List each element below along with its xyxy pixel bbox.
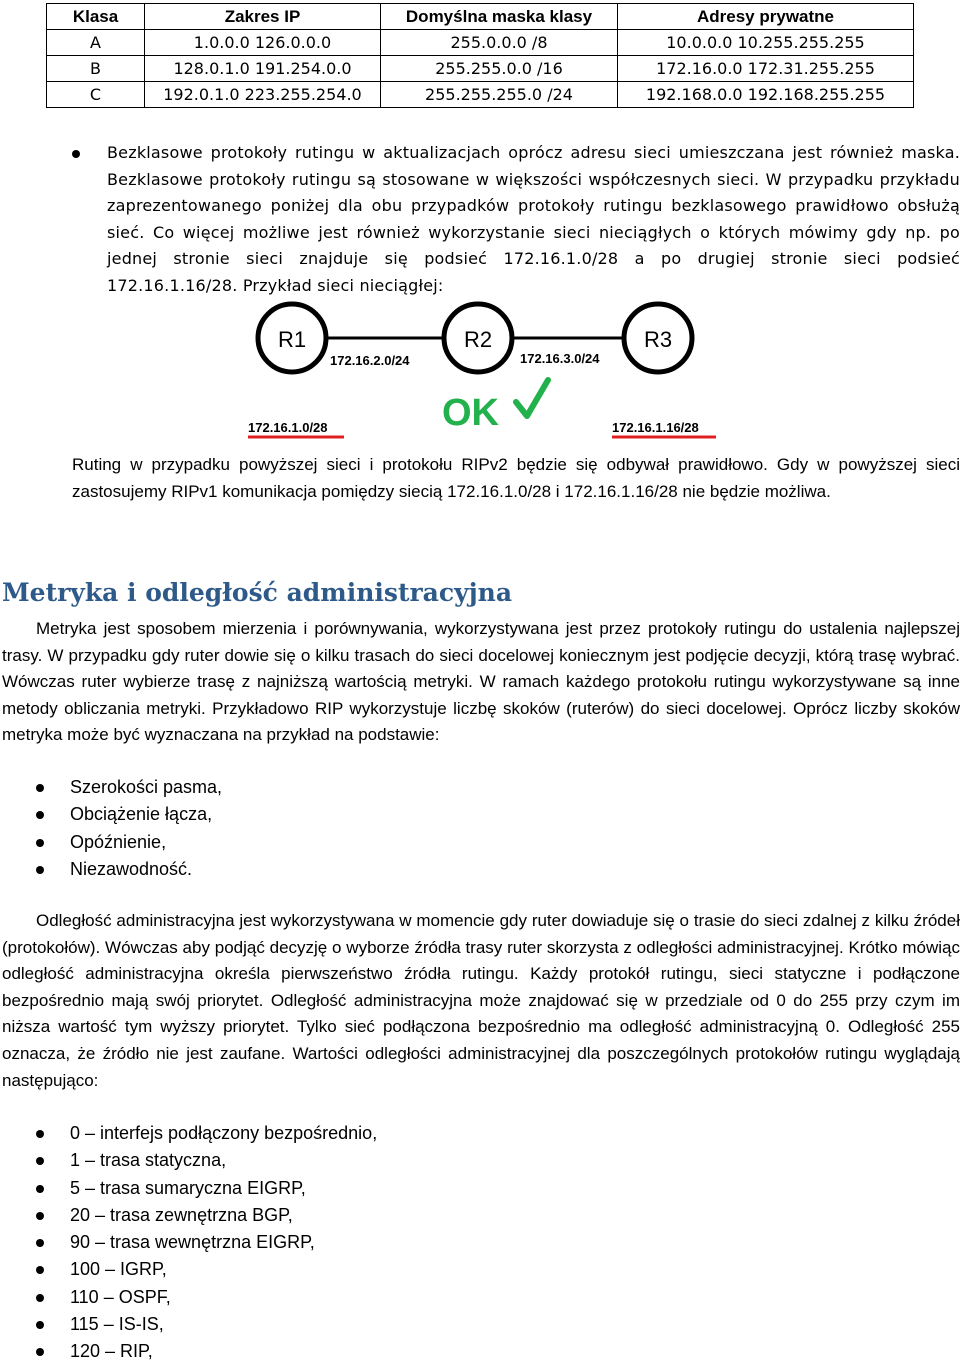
bullet-dot <box>36 1212 44 1220</box>
list-item-text: 115 – IS-IS, <box>70 1314 164 1335</box>
list-item-text: 110 – OSPF, <box>70 1286 171 1307</box>
admin-distance-list <box>0 1120 377 1366</box>
metric-bases-list <box>0 774 222 883</box>
cell-range: 192.0.1.0 223.255.254.0 <box>145 82 381 108</box>
list-item-text: Opóźnienie, <box>70 831 167 852</box>
list-item <box>0 1120 377 1147</box>
cell-private: 10.0.0.0 10.255.255.255 <box>618 30 914 56</box>
cell-mask: 255.0.0.0 /8 <box>381 30 618 56</box>
bullet-dot <box>36 784 44 792</box>
bullet-dot <box>36 1239 44 1247</box>
bullet-dot <box>36 1130 44 1138</box>
bullet-dot <box>36 866 44 874</box>
header-maska: Domyślna maska klasy <box>381 4 618 30</box>
list-item <box>0 829 222 856</box>
list-item-text: 1 – trasa statyczna, <box>70 1150 227 1171</box>
list-item <box>0 774 222 801</box>
cell-range: 128.0.1.0 191.254.0.0 <box>145 56 381 82</box>
cell-private: 192.168.0.0 192.168.255.255 <box>618 82 914 108</box>
bullet-dot <box>36 1348 44 1356</box>
cell-private: 172.16.0.0 172.31.255.255 <box>618 56 914 82</box>
link-label-left: 172.16.2.0/24 <box>330 353 410 368</box>
list-item <box>0 1311 377 1338</box>
list-item <box>0 1202 377 1229</box>
network-diagram <box>230 298 730 443</box>
list-item <box>0 1175 377 1202</box>
net-label-right: 172.16.1.16/28 <box>612 420 699 435</box>
list-item <box>0 1256 377 1283</box>
header-klasa: Klasa <box>47 4 145 30</box>
router-label: R2 <box>463 327 493 352</box>
table-row <box>47 56 914 82</box>
list-item-text: 5 – trasa sumaryczna EIGRP, <box>70 1177 306 1198</box>
cell-class: B <box>47 56 145 82</box>
bullet-dot <box>36 1294 44 1302</box>
list-item-text: 20 – trasa zewnętrzna BGP, <box>70 1204 293 1225</box>
cell-mask: 255.255.255.0 /24 <box>381 82 618 108</box>
metric-paragraph: Metryka jest sposobem mierzenia i porównywania, wykorzystywana jest przez protokoły rutingu do ustalenia najlepszej trasy. W przypadku gdy ruter dowie się o kilku trasach do sieci docelowej koniecznym jest podjęcie decyzji, którą trasę wybrać. Wówczas ruter wybierze trasę z najniższą wartością metryki. W ramach każdego protokołu rutingu wykorzystywane są inne metody obliczania metryki. Przykładowo RIP wykorzystuje liczbę skoków (ruterów) do sieci docelowej. Oprócz liczby skoków metryka może być wyznaczana na przykład na podstawie: <box>2 619 960 745</box>
list-item <box>0 1147 377 1174</box>
list-item-text: Niezawodność. <box>70 858 193 879</box>
list-item-text: Obciążenie łącza, <box>70 804 213 825</box>
cell-range: 1.0.0.0 126.0.0.0 <box>145 30 381 56</box>
list-item-text: Szerokości pasma, <box>70 777 223 797</box>
status-ok-label: OK <box>442 392 499 434</box>
router-label: R1 <box>277 327 307 352</box>
table-row <box>47 30 914 56</box>
router-label: R3 <box>643 327 673 352</box>
bullet-dot <box>72 150 80 158</box>
link-label-right: 172.16.3.0/24 <box>520 351 600 366</box>
section-heading: Metryka i odległość administracyjna <box>2 578 513 607</box>
bullet-dot <box>36 839 44 847</box>
net-label-left: 172.16.1.0/28 <box>248 420 328 435</box>
list-item <box>0 1338 377 1365</box>
list-item <box>0 856 222 883</box>
cell-class: C <box>47 82 145 108</box>
table-row <box>47 82 914 108</box>
list-item <box>0 1229 377 1256</box>
intro-paragraph: Bezklasowe protokoły rutingu w aktualizacjach oprócz adresu sieci umieszczana jest również maska. Bezklasowe protokoły rutingu są stosowane w większości współczesnych sieci. W przypadku przykładu zaprezentowanego poniżej dla obu przypadków protokoły rutingu bezklasowego prawidłowo obsłużą sieć. Co więcej możliwe jest również wykorzystanie sieci nieciągłych o których mówimy gdy np. po jednej stronie sieci znajduje się podsieć 172.16.1.0/28 a po drugiej stronie sieci podsieć 172.16.1.16/28. Przykład sieci nieciągłej: <box>107 143 960 295</box>
ip-class-table <box>46 3 914 108</box>
list-item-text: 120 – RIP, <box>70 1341 153 1362</box>
list-item-text: 0 – interfejs podłączony bezpośrednio, <box>70 1123 378 1143</box>
table-header-row <box>47 4 914 30</box>
routing-paragraph: Ruting w przypadku powyższej sieci i protokołu RIPv2 będzie się odbywał prawidłowo. Gdy w powyższej sieci zastosujemy RIPv1 komunikacja pomiędzy siecią 172.16.1.0/28 i 172.16.1.16/28 nie będzie możliwa. <box>72 455 960 501</box>
cell-class: A <box>47 30 145 56</box>
list-item-text: 90 – trasa wewnętrzna EIGRP, <box>70 1232 315 1253</box>
header-prywatne: Adresy prywatne <box>618 4 914 30</box>
list-item <box>0 801 222 828</box>
header-zakres: Zakres IP <box>145 4 381 30</box>
bullet-dot <box>36 1157 44 1165</box>
cell-mask: 255.255.0.0 /16 <box>381 56 618 82</box>
admin-distance-paragraph: Odległość administracyjna jest wykorzystywana w momencie gdy ruter dowiaduje się o trasie do sieci zdalnej z kilku źródeł (protokołów). Wówczas aby podjąć decyzję o wyborze źródła trasy ruter skorzysta z odległości administracyjnej. Krótko mówiąc odległość administracyjna określa pierwszeństwo źródła rutingu. Każdy protokół rutingu, sieci statyczne i podłączone bezpośrednio mają swój priorytet. Odległość administracyjna może znajdować się w przedziale od 0 do 255 przy czym im niższa wartość tym wyższy priorytet. Tylko sieć podłączona bezpośrednio ma odległość administracyjną 0. Odległość 255 oznacza, że źródło nie jest zaufane. Wartości odległości administracyjnej dla poszczególnych protokołów rutingu wyglądają następująco: <box>2 911 960 1090</box>
bullet-dot <box>36 1321 44 1329</box>
bullet-dot <box>36 1266 44 1274</box>
list-item <box>0 1284 377 1311</box>
checkmark-icon <box>516 380 548 416</box>
list-item-text: 100 – IGRP, <box>70 1259 167 1280</box>
bullet-dot <box>36 811 44 819</box>
bullet-dot <box>36 1185 44 1193</box>
